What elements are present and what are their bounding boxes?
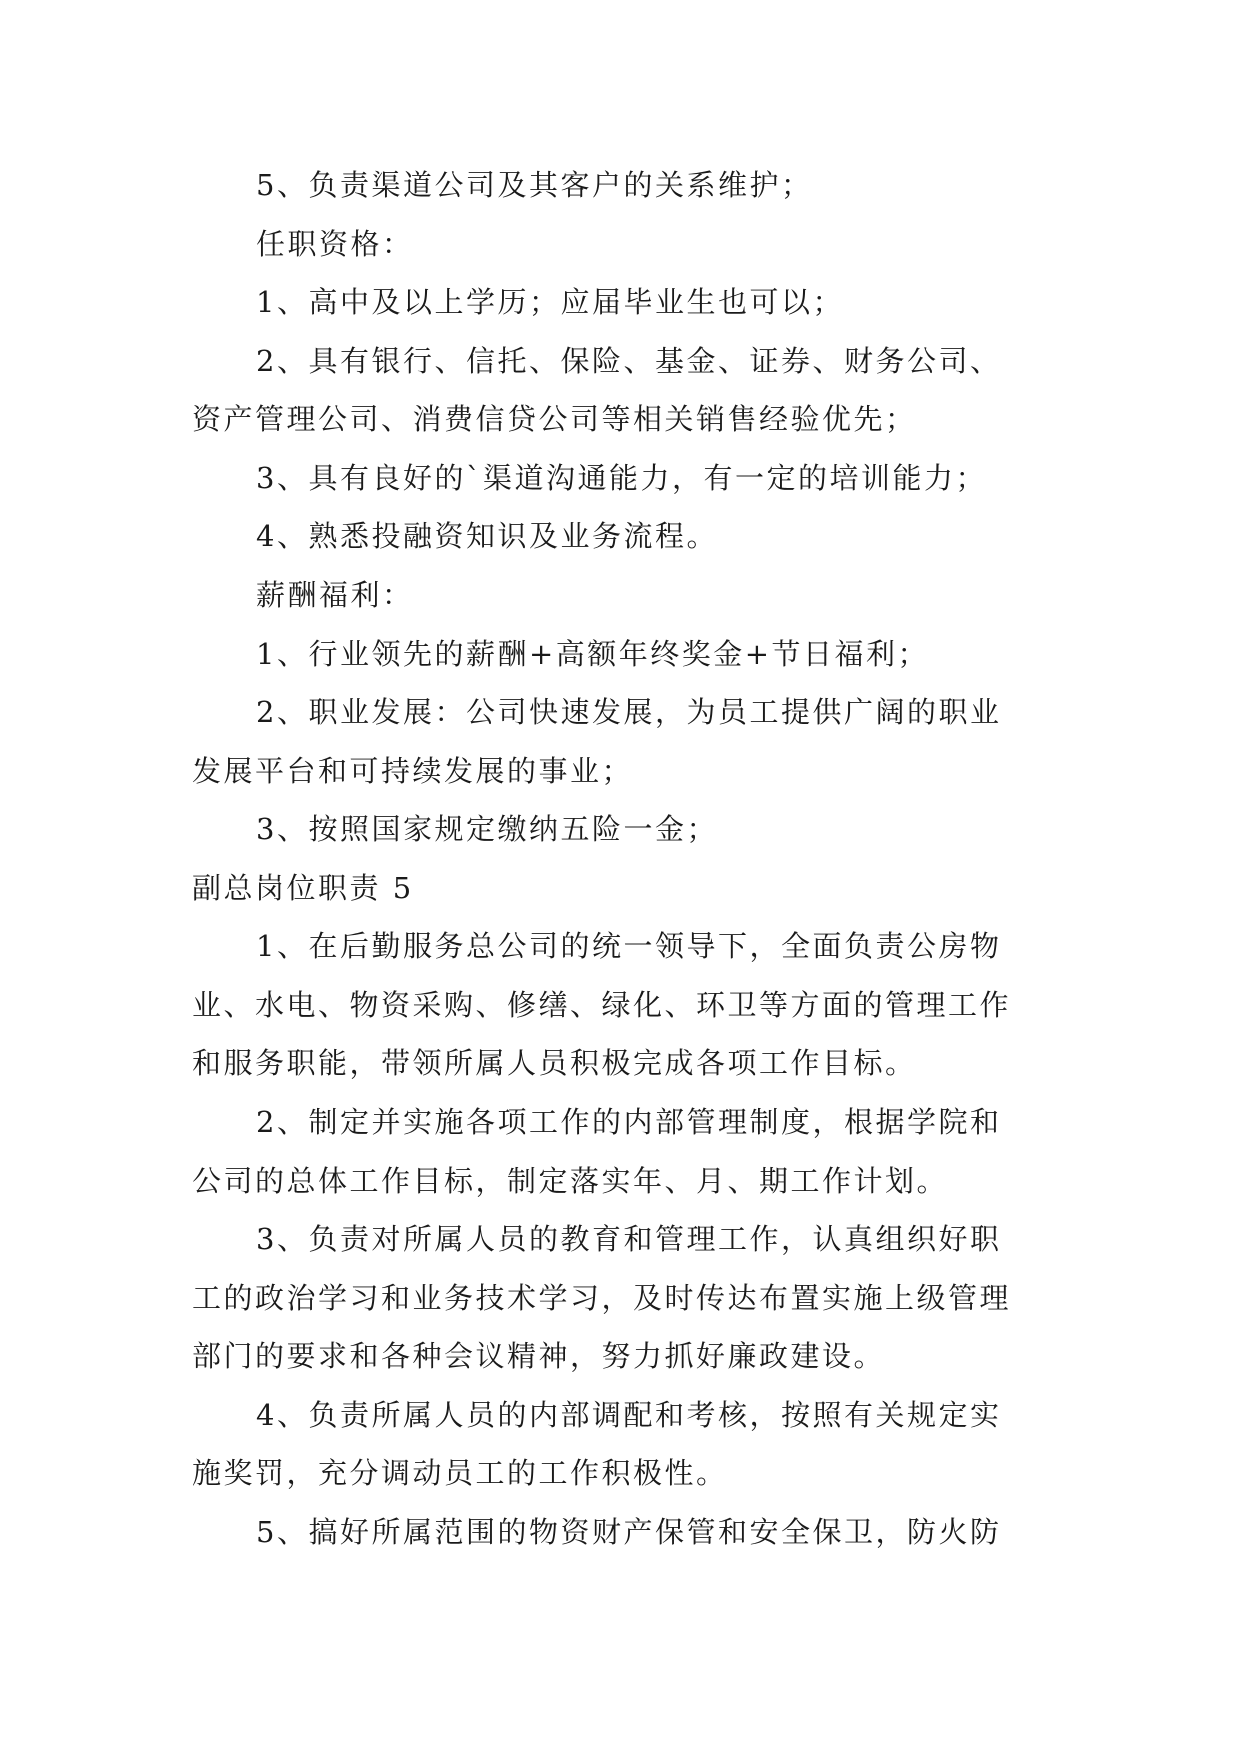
paragraph-line: 2、具有银行、信托、保险、基金、证券、财务公司、 — [256, 344, 1002, 378]
paragraph-line: 工的政治学习和业务技术学习，及时传达布置实施上级管理 — [192, 1281, 1012, 1315]
document-heading: 副总岗位职责 5 — [192, 871, 414, 905]
paragraph-line: 3、具有良好的`渠道沟通能力，有一定的培训能力； — [256, 461, 987, 495]
paragraph-line: 5、负责渠道公司及其客户的关系维护； — [256, 168, 813, 202]
section-heading: 薪酬福利： — [256, 578, 414, 612]
paragraph-line: 3、按照国家规定缴纳五险一金； — [256, 812, 718, 846]
paragraph-line: 5、搞好所属范围的物资财产保管和安全保卫，防火防 — [256, 1515, 1002, 1549]
paragraph-line: 部门的要求和各种会议精神，努力抓好廉政建设。 — [192, 1339, 886, 1373]
paragraph-line: 公司的总体工作目标，制定落实年、月、期工作计划。 — [192, 1164, 949, 1198]
paragraph-line: 业、水电、物资采购、修缮、绿化、环卫等方面的管理工作 — [192, 988, 1012, 1022]
paragraph-line: 2、职业发展：公司快速发展，为员工提供广阔的职业 — [256, 695, 1002, 729]
paragraph-line: 4、熟悉投融资知识及业务流程。 — [256, 519, 718, 553]
section-heading: 任职资格： — [256, 227, 414, 261]
paragraph-line: 4、负责所属人员的内部调配和考核，按照有关规定实 — [256, 1398, 1002, 1432]
paragraph-line: 1、高中及以上学历；应届毕业生也可以； — [256, 285, 844, 319]
paragraph-line: 1、在后勤服务总公司的统一领导下，全面负责公房物 — [256, 929, 1002, 963]
paragraph-line: 施奖罚，充分调动员工的工作积极性。 — [192, 1456, 728, 1490]
paragraph-line: 和服务职能，带领所属人员积极完成各项工作目标。 — [192, 1046, 917, 1080]
paragraph-line: 发展平台和可持续发展的事业； — [192, 754, 634, 788]
paragraph-line: 资产管理公司、消费信贷公司等相关销售经验优先； — [192, 402, 917, 436]
paragraph-line: 3、负责对所属人员的教育和管理工作，认真组织好职 — [256, 1222, 1002, 1256]
paragraph-line: 1、行业领先的薪酬+高额年终奖金+节日福利； — [256, 637, 930, 671]
paragraph-line: 2、制定并实施各项工作的内部管理制度，根据学院和 — [256, 1105, 1002, 1139]
